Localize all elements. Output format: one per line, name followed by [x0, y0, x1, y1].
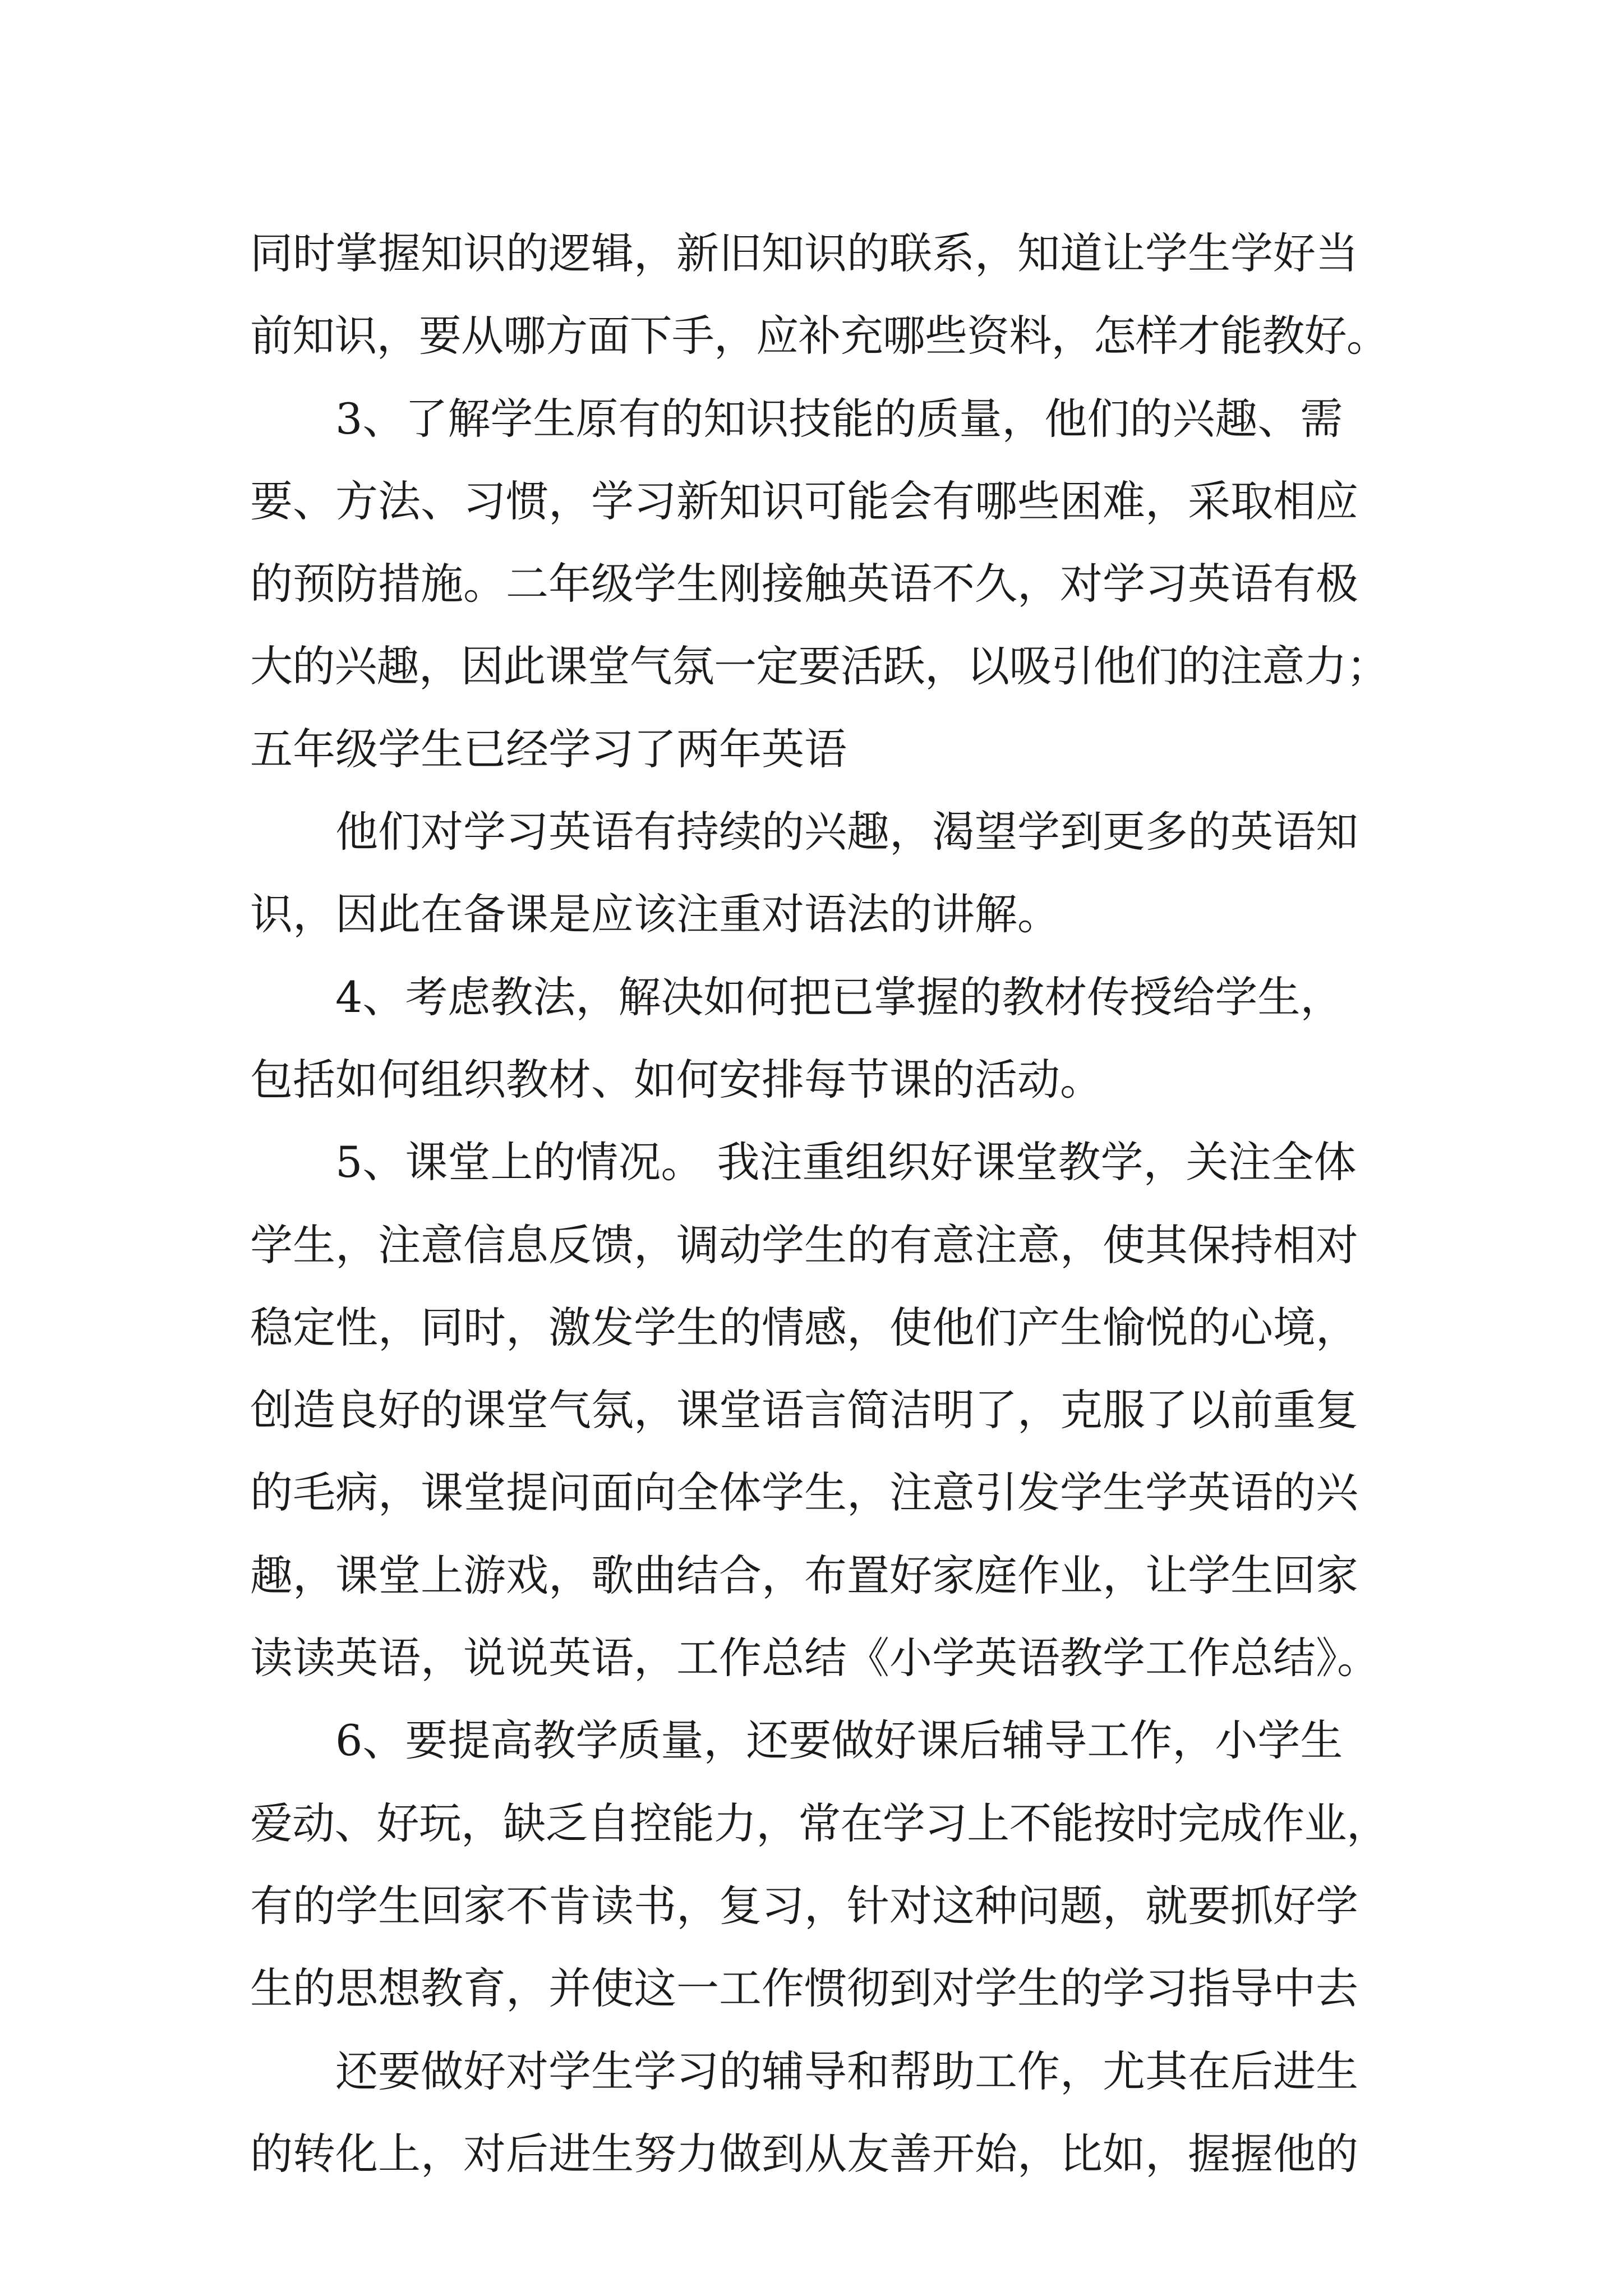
text-line: 的转化上，对后进生努力做到从友善开始，比如，握握他的 — [250, 2128, 1358, 2179]
text-line: 的毛病，课堂提问面向全体学生，注意引发学生学英语的兴 — [250, 1467, 1358, 1518]
text-line: 6、要提高教学质量，还要做好课后辅导工作，小学生 — [335, 1715, 1343, 1766]
text-line: 5、课堂上的情况。 我注重组织好课堂教学，关注全体 — [335, 1137, 1357, 1188]
text-line: 稳定性，同时，激发学生的情感，使他们产生愉悦的心境， — [250, 1302, 1358, 1352]
text-line: 创造良好的课堂气氛，课堂语言简洁明了，克服了以前重复 — [250, 1385, 1358, 1435]
text-line: 同时掌握知识的逻辑，新旧知识的联系，知道让学生学好当 — [250, 228, 1358, 278]
text-line: 趣，课堂上游戏，歌曲结合，布置好家庭作业，让学生回家 — [250, 1550, 1358, 1600]
text-line: 生的思想教育，并使这一工作惯彻到对学生的学习指导中去 — [250, 1963, 1358, 2014]
text-line: 3、了解学生原有的知识技能的质量，他们的兴趣、需 — [335, 393, 1343, 444]
text-line: 学生，注意信息反馈，调动学生的有意注意，使其保持相对 — [250, 1220, 1358, 1270]
text-line: 五年级学生已经学习了两年英语 — [250, 724, 847, 774]
text-line: 还要做好对学生学习的辅导和帮助工作，尤其在后进生 — [335, 2046, 1358, 2096]
text-line: 有的学生回家不肯读书，复习，针对这种问题，就要抓好学 — [250, 1880, 1358, 1931]
text-line: 爱动、好玩，缺乏自控能力，常在学习上不能按时完成作业， — [250, 1798, 1389, 1848]
text-line: 要、方法、习惯，学习新知识可能会有哪些困难，采取相应 — [250, 476, 1358, 526]
body-text — [250, 212, 1389, 2195]
text-line: 他们对学习英语有持续的兴趣，渴望学到更多的英语知 — [335, 807, 1358, 857]
text-line: 大的兴趣，因此课堂气氛一定要活跃，以吸引他们的注意力； — [250, 641, 1389, 692]
text-line: 4、考虑教法，解决如何把已掌握的教材传授给学生， — [335, 972, 1343, 1022]
text-line: 读读英语，说说英语，工作总结《小学英语教学工作总结》。 — [250, 1633, 1380, 1683]
text-line: 识，因此在备课是应该注重对语法的讲解。 — [250, 889, 1060, 940]
text-line: 的预防措施。二年级学生刚接触英语不久，对学习英语有极 — [250, 559, 1358, 609]
text-line: 包括如何组织教材、如何安排每节课的活动。 — [250, 1054, 1103, 1105]
text-line: 前知识，要从哪方面下手，应补充哪些资料，怎样才能教好。 — [250, 311, 1389, 361]
